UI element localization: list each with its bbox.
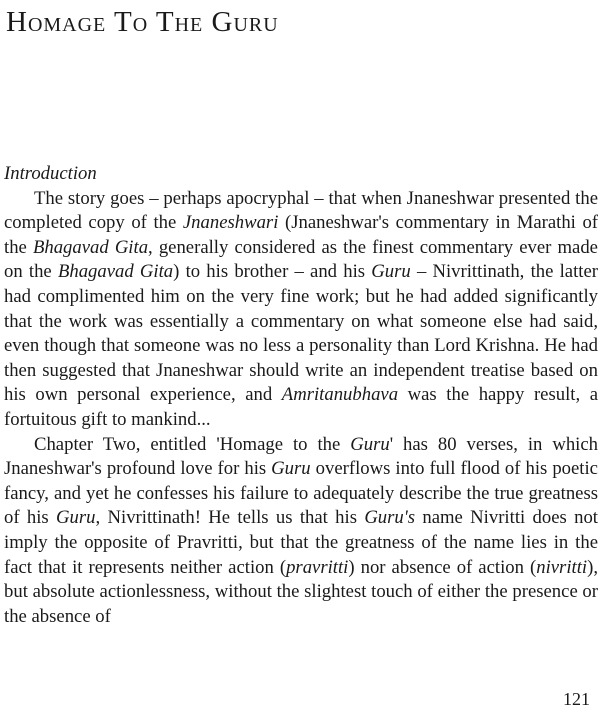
italic-text-run: Guru xyxy=(56,507,96,529)
italic-text-run: Bhagavad Gita xyxy=(32,236,149,258)
text-run: – Nivrittinath, the latter had complimented him on the very fine work; but he had added significantly that the work was essentially a commentary on what someone else had said, even though that someone was no less a personality than Lord Krishna. He had then suggested that Jnaneshwar should write an independent treatise based on his own personal experience, and xyxy=(4,261,598,406)
paragraph xyxy=(4,187,598,433)
text-run: ' has 80 verses, in which Jnaneshwar's profound love for his xyxy=(4,433,598,480)
text-run: The story goes – perhaps apocryphal – that when Jnaneshwar presented the completed copy of the xyxy=(4,187,598,234)
section-heading: Introduction xyxy=(4,163,97,184)
text-run: ) to his brother – and his xyxy=(173,261,372,283)
text-run: overflows into full flood of his poetic fancy, and yet he confesses his failure to adequately describe the true greatness of his xyxy=(4,458,598,529)
chapter-body xyxy=(4,162,598,629)
italic-text-run: Guru's xyxy=(364,507,416,529)
chapter-title: Homage To The Guru xyxy=(6,6,279,38)
italic-text-run: Guru xyxy=(350,433,390,455)
text-run: , Nivrittinath! He tells us that his xyxy=(95,507,365,529)
italic-text-run: pravritti xyxy=(286,556,349,578)
italic-text-run: Guru xyxy=(271,458,311,480)
italic-text-run: nivritti xyxy=(536,556,588,578)
italic-text-run: Amritanubhava xyxy=(281,384,399,406)
text-run: name Nivritti does not imply the opposite of Pravritti, but that the greatness of the name lies in the fact that it represents neither action ( xyxy=(4,507,598,578)
text-run: , generally considered as the finest commentary ever made on the xyxy=(4,236,598,283)
italic-text-run: Guru xyxy=(371,261,411,283)
text-run: (Jnaneshwar's commentary in Marathi of the xyxy=(4,212,599,258)
text-run: ), but absolute actionlessness, without the slightest touch of either the presence or the absence of xyxy=(4,556,598,627)
text-run: was the happy result, a fortuitous gift to mankind... xyxy=(4,384,599,430)
italic-text-run: Bhagavad Gita xyxy=(57,261,174,283)
text-run: Chapter Two, entitled 'Homage to the xyxy=(34,433,351,455)
paragraph xyxy=(4,433,598,630)
page-number: 121 xyxy=(563,689,590,709)
italic-text-run: Jnaneshwari xyxy=(182,212,279,234)
text-run: ) nor absence of action ( xyxy=(348,556,537,578)
